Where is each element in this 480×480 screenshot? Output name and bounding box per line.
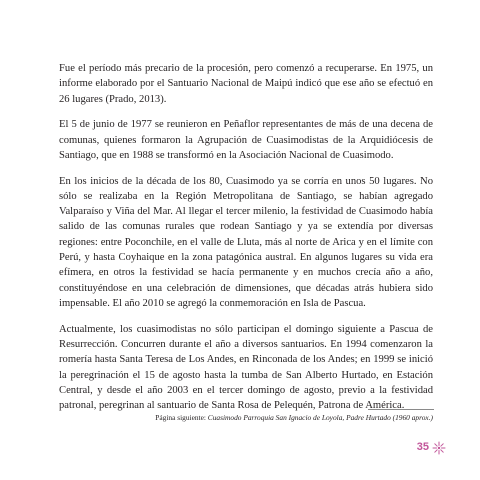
caption-prefix: Página siguiente:: [155, 413, 208, 422]
page-number: 35: [416, 441, 429, 453]
image-caption: [140, 413, 433, 423]
paragraph: Fue el período más precario de la procesión, pero comenzó a recuperarse. En 1975, un informe elaborado por el Santuario Nacional de Maipú indicó que ese año se efectuó en 26 lugares (Prado, 2013).: [59, 63, 433, 105]
caption-rule: [368, 409, 434, 410]
caption-text: Cuasimodo Parroquia San Ignacio de Loyola, Padre Hurtado (1960 aprox.): [207, 413, 433, 422]
flower-icon: [432, 441, 446, 455]
paragraph: El 5 de junio de 1977 se reunieron en Peñaflor representantes de más de una decena de comunas, quienes formaron la Agrupación de Cuasimodistas de la Arquidiócesis de Santiago, que en 1988 se transformó en la Asociación Nacional de Cuasimodo.: [59, 119, 433, 161]
body-text: [59, 61, 433, 424]
paragraph: Actualmente, los cuasimodistas no sólo participan el domingo siguiente a Pascua de Resurrección. Concurren durante el año a diversos santuarios. En 1994 comenzaron la romería hasta Santa Teresa de Los Andes, en Rinconada de los Andes; en 1999 se inició la peregrinación el 15 de agosto hasta la tumba de San Alberto Hurtado, en Estación Central, y desde el año 2003 en el tercer domingo de agosto, previo a la festividad patronal, peregrinan al santuario de Santa Rosa de Pelequén, Patrona de América.: [59, 323, 433, 412]
paragraph: En los inicios de la década de los 80, Cuasimodo ya se corría en unos 50 lugares. No sólo se realizaba en la Región Metropolitana de Santiago, se habían agregado Valparaíso y Viña del Mar. Al llegar el tercer milenio, la festividad de Cuasimodo había salido de las comunas rurales que rodean Santiago y ya se extendía por diversas regiones: entre Poconchile, en el valle de Lluta, más al norte de Arica y en el límite con Perú, y hasta Coyhaique en la zona patagónica austral. En algunos lugares su vida era efímera, en otros la festividad se hacía permanente y en muchos crecía año a año, constituyéndose en una celebración de dimensiones, que décadas atrás hubiera sido impensable. El año 2010 se agregó la conmemoración en Isla de Pascua.: [59, 175, 433, 309]
